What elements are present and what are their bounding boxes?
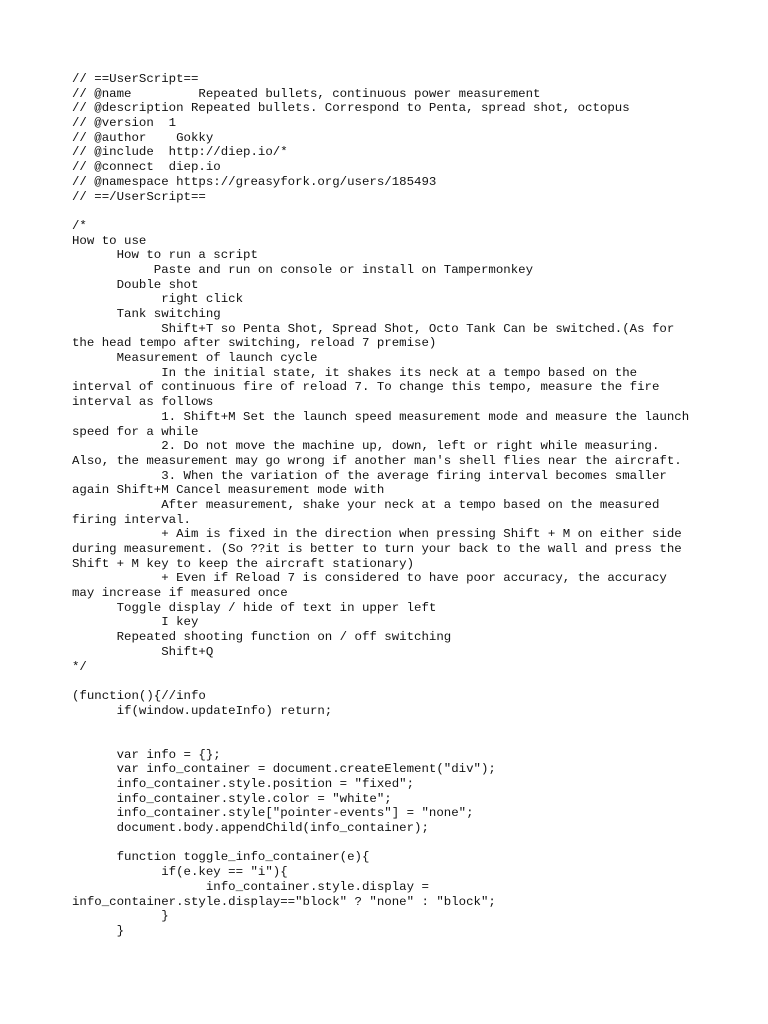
code-line: (function(){//info [72,688,206,703]
code-line: // @include http://diep.io/* [72,145,288,160]
code-line: function toggle_info_container(e){ [72,850,370,865]
code-line: Shift + M key to keep the aircraft stationary) [72,556,415,571]
code-line: Shift+T so Penta Shot, Spread Shot, Octo Tank Can be switched.(As for [72,321,675,336]
code-line: info_container.style.color = "white"; [72,791,392,806]
code-line: // ==/UserScript== [72,189,206,204]
code-line: 2. Do not move the machine up, down, left or right while measuring. [72,439,660,454]
code-line: Repeated shooting function on / off switching [72,630,452,645]
code-line: I key [72,615,199,630]
code-line: 3. When the variation of the average firing interval becomes smaller [72,468,667,483]
code-line: // ==UserScript== [72,72,199,86]
code-line: info_container.style.display=="block" ? "none" : "block"; [72,894,496,909]
code-line: again Shift+M Cancel measurement mode with [72,483,385,498]
code-line: + Even if Reload 7 is considered to have poor accuracy, the accuracy [72,571,667,586]
code-line: Also, the measurement may go wrong if another man's shell flies near the aircraft. [72,453,682,468]
code-line: + Aim is fixed in the direction when pressing Shift + M on either side [72,527,682,542]
code-line: info_container.style["pointer-events"] = "none"; [72,806,474,821]
code-line: Toggle display / hide of text in upper left [72,600,437,615]
code-line: the head tempo after switching, reload 7 premise) [72,336,437,351]
code-line: var info_container = document.createElement("div"); [72,762,496,777]
code-listing [72,72,712,939]
code-line: Paste and run on console or install on Tampermonkey [72,262,534,277]
code-line: In the initial state, it shakes its neck at a tempo based on the [72,365,638,380]
code-line: // @name Repeated bullets, continuous power measurement [72,86,541,101]
code-line [72,836,712,851]
code-line: interval as follows [72,395,214,410]
code-line: speed for a while [72,424,199,439]
code-line [72,204,712,219]
code-line: Measurement of launch cycle [72,351,318,366]
code-line: may increase if measured once [72,586,288,601]
code-line: right click [72,292,244,307]
code-line: interval of continuous fire of reload 7. To change this tempo, measure the fire [72,380,660,395]
code-line: document.body.appendChild(info_container); [72,821,429,836]
code-line: if(e.key == "i"){ [72,865,288,880]
code-line: // @description Repeated bullets. Correspond to Penta, spread shot, octopus [72,101,630,116]
code-line: */ [72,659,87,674]
code-line: firing interval. [72,512,191,527]
code-line: 1. Shift+M Set the launch speed measurement mode and measure the launch [72,409,690,424]
code-line: // @version 1 [72,116,177,131]
code-line: How to use [72,233,147,248]
code-line: // @connect diep.io [72,160,221,175]
code-line: info_container.style.position = "fixed"; [72,777,415,791]
code-line [72,674,712,689]
code-line: After measurement, shake your neck at a tempo based on the measured [72,497,660,512]
code-line [72,718,712,733]
code-line: // @author Gokky [72,130,214,145]
code-line: Tank switching [72,307,221,321]
code-line: How to run a script [72,248,258,263]
code-line: Shift+Q [72,644,214,659]
code-line: } [72,909,169,924]
code-line: // @namespace https://greasyfork.org/users/185493 [72,174,437,189]
code-line: if(window.updateInfo) return; [72,703,333,718]
code-line [72,733,712,748]
code-line: info_container.style.display = [72,879,429,894]
code-line: Double shot [72,277,199,292]
code-line: var info = {}; [72,747,221,762]
code-line: } [72,923,125,938]
code-line: /* [72,218,87,233]
code-line: during measurement. (So ??it is better to turn your back to the wall and press the [72,542,682,556]
